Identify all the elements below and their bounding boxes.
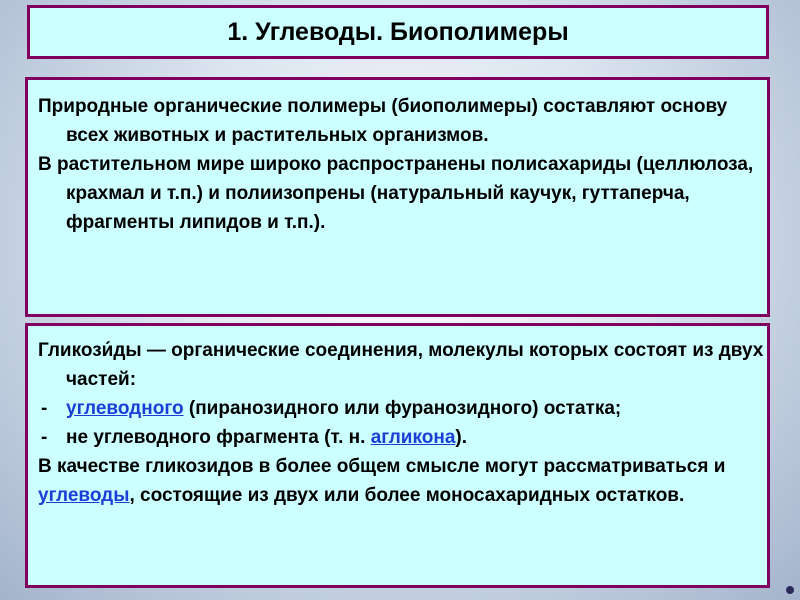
link-carbohydrate[interactable]: углеводного <box>66 398 184 419</box>
paragraph-natural-polymers: Природные органические полимеры (биополимеры) составляют основу всех животных и растительных организмов. <box>38 96 728 146</box>
biopolymers-box <box>25 77 770 317</box>
glycoside-definition <box>38 336 767 394</box>
link-aglycone[interactable]: агликона <box>370 427 456 448</box>
link-carbohydrates[interactable]: углеводы <box>38 485 130 506</box>
paragraph-general-glycosides <box>38 452 767 510</box>
glycoside-term: Гликози́ды <box>38 340 142 361</box>
glycoside-definition-text: — органические соединения, молекулы которых состоят из двух частей: <box>66 340 764 390</box>
bullet-carbohydrate-part <box>38 394 767 423</box>
bullet-aglycone-end: ). <box>455 427 467 448</box>
slide-title: 1. Углеводы. Биополимеры <box>227 17 569 46</box>
paragraph-plant-polymers: В растительном мире широко распространены полисахариды (целлюлоза, крахмал и т.п.) и полиизопрены (натуральный каучук, гуттаперча, фрагменты липидов и т.п.). <box>38 154 754 233</box>
title-box <box>27 5 769 59</box>
glycosides-box <box>25 323 770 588</box>
bullet-dash: - <box>41 427 48 448</box>
bullet-aglycone-text: не углеводного фрагмента (т. н. <box>66 427 371 448</box>
corner-dot <box>786 586 794 594</box>
bullet-dash: - <box>41 398 48 419</box>
bullet-aglycone-part <box>38 423 767 452</box>
general-glycosides-end: , состоящие из двух или более моносахаридных остатков. <box>129 485 685 506</box>
bullet-carbohydrate-text: (пиранозидного или фуранозидного) остатка; <box>183 398 622 419</box>
general-glycosides-text: В качестве гликозидов в более общем смысле могут рассматриваться и <box>38 456 726 477</box>
